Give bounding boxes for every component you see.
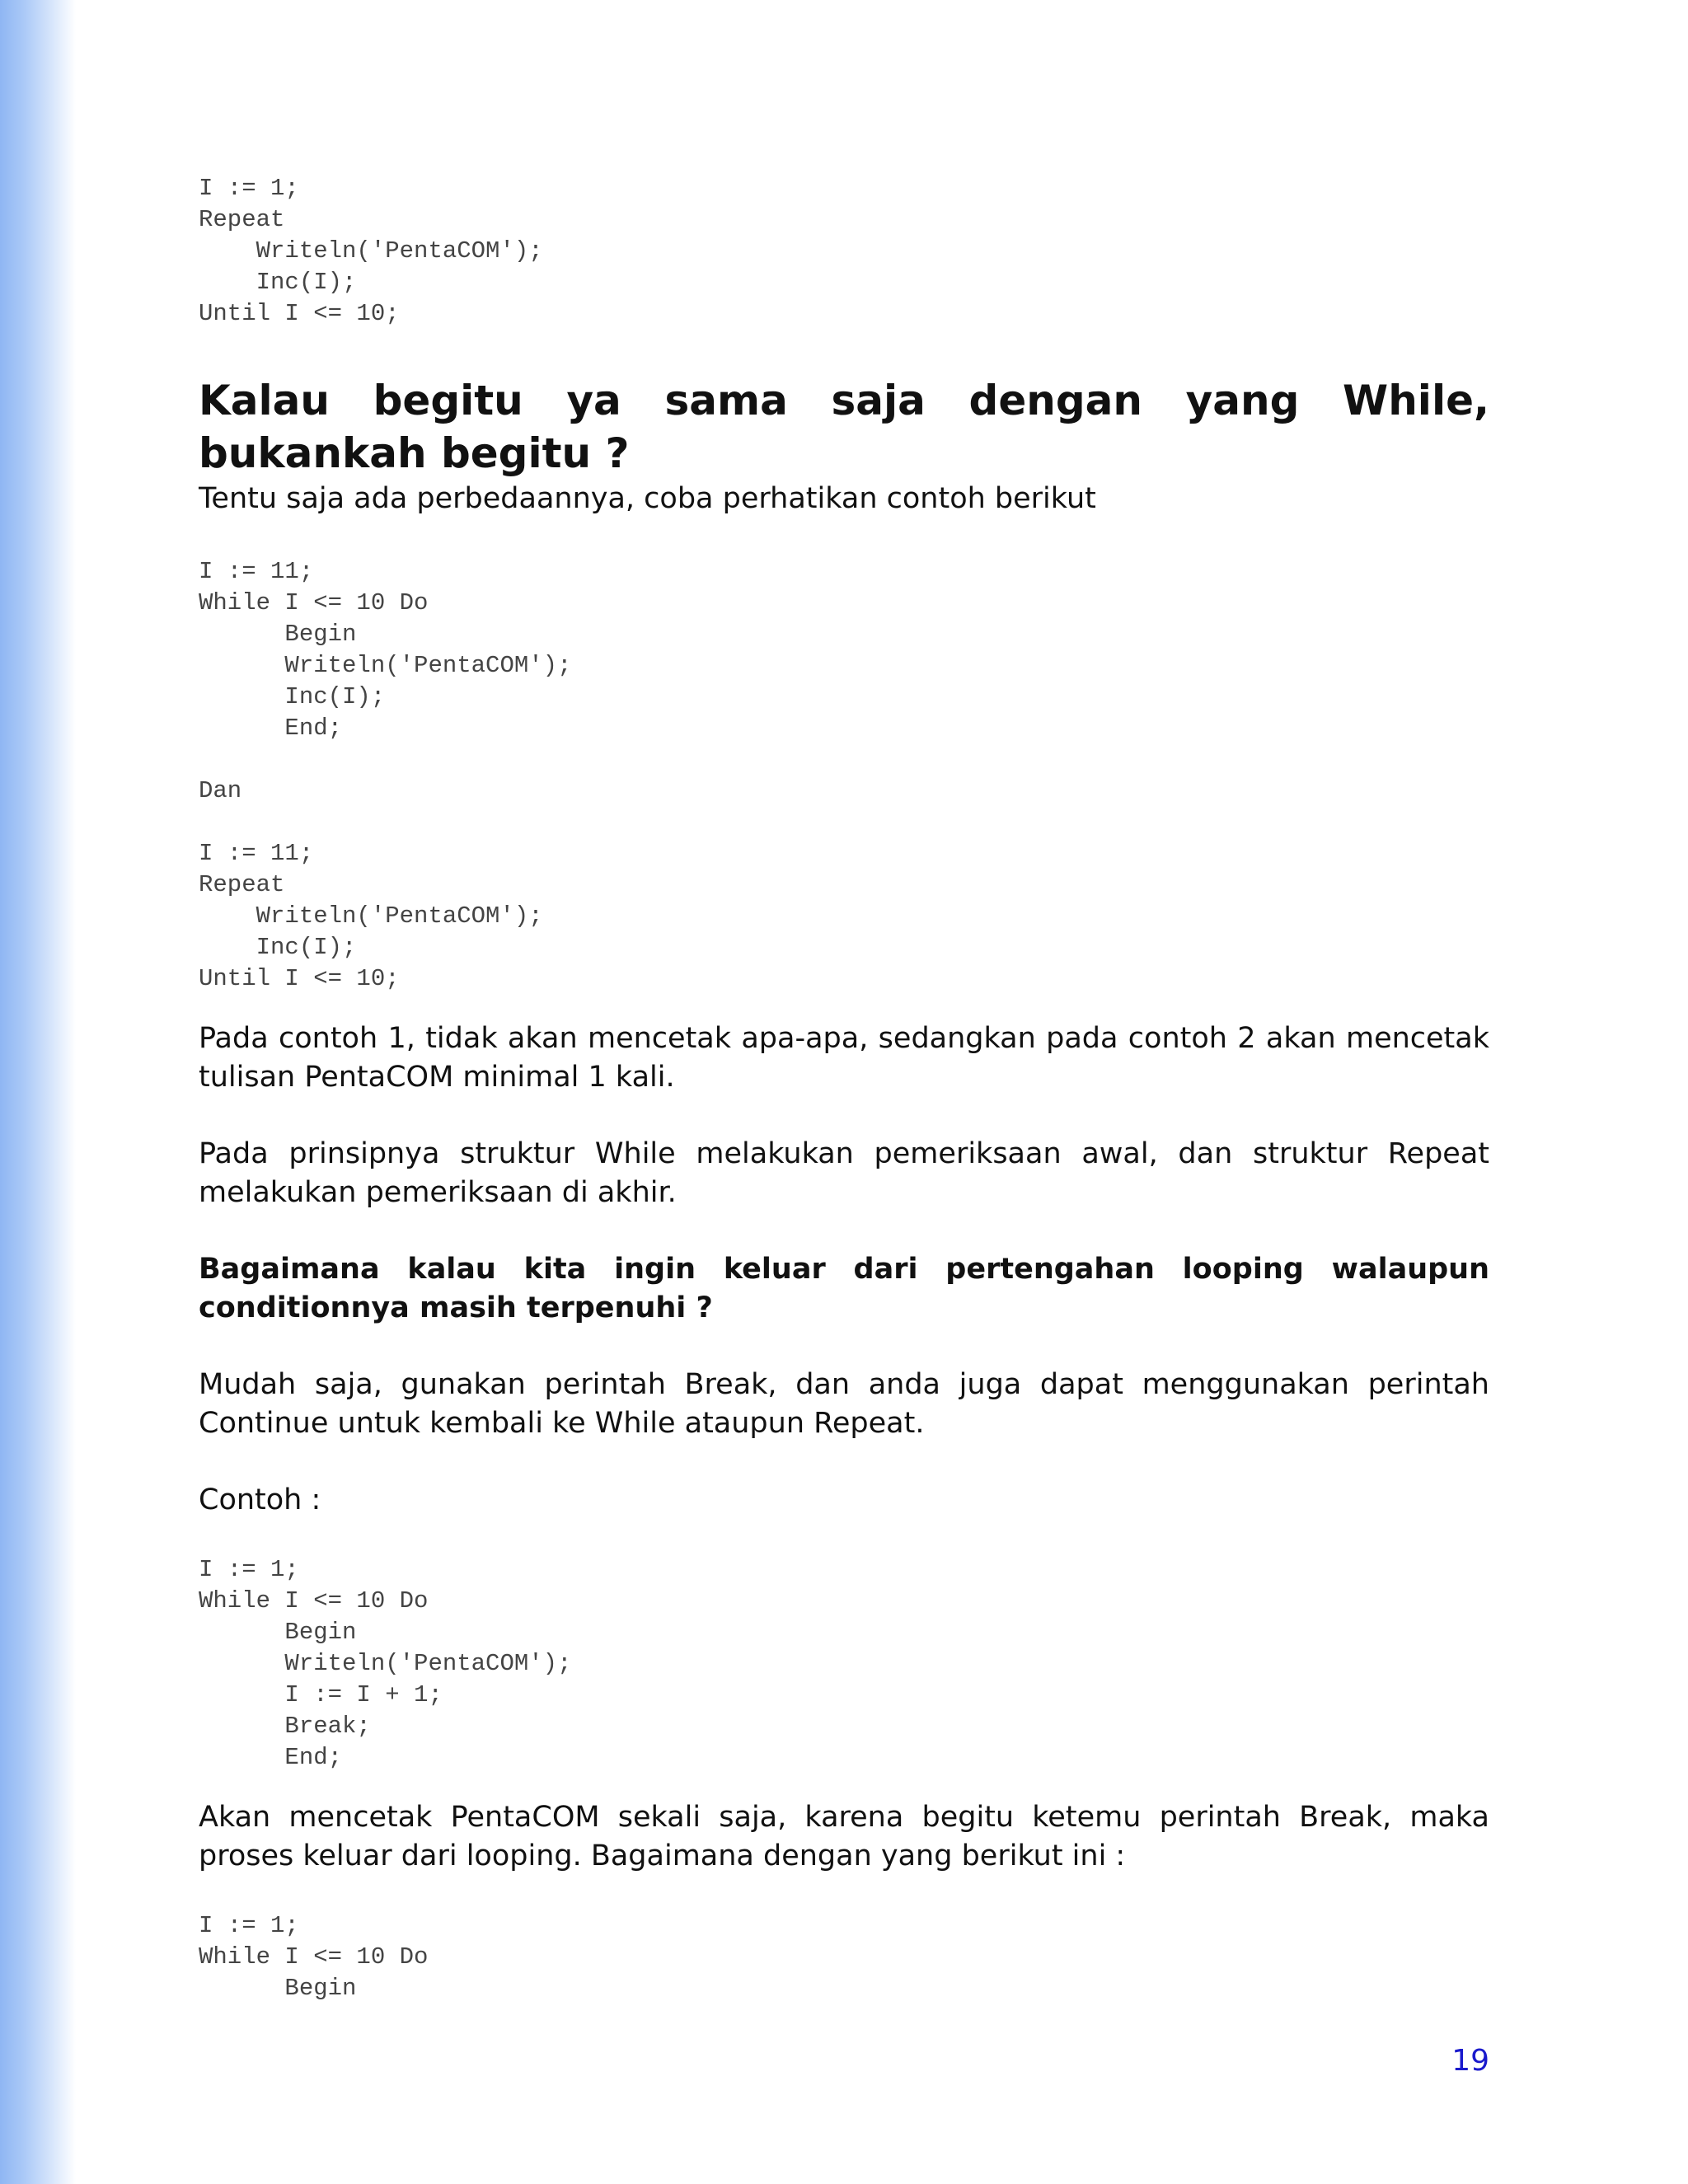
paragraph-explanation-1: Pada contoh 1, tidak akan mencetak apa-apa, sedangkan pada contoh 2 akan mencetak tulisan PentaCOM minimal 1 kali. bbox=[199, 1022, 1489, 1094]
paragraph-contoh: Contoh : bbox=[199, 1483, 321, 1516]
code-label-dan: Dan bbox=[199, 777, 242, 804]
paragraph-question: Bagaimana kalau kita ingin keluar dari pertengahan looping walaupun conditionnya masih terpenuhi ? bbox=[199, 1253, 1489, 1324]
paragraph-intro: Tentu saja ada perbedaannya, coba perhatikan contoh berikut bbox=[199, 482, 1096, 515]
paragraph-break-continue: Mudah saja, gunakan perintah Break, dan anda juga dapat menggunakan perintah Continue untuk kembali ke While ataupun Repeat. bbox=[199, 1368, 1489, 1440]
code-block-while-break: I := 1; While I <= 10 Do Begin Writeln('PentaCOM'); I := I + 1; Break; End; bbox=[199, 1556, 572, 1771]
page-number: 19 bbox=[1451, 2044, 1489, 2078]
page-content bbox=[199, 173, 1489, 2004]
code-block-repeat-1: I := 1; Repeat Writeln('PentaCOM'); Inc(I); Until I <= 10; bbox=[199, 175, 543, 327]
page-side-gradient bbox=[0, 0, 76, 2184]
paragraph-break-result: Akan mencetak PentaCOM sekali saja, karena begitu ketemu perintah Break, maka proses keluar dari looping. Bagaimana dengan yang berikut ini : bbox=[199, 1801, 1489, 1872]
code-block-while-continued: I := 1; While I <= 10 Do Begin bbox=[199, 1912, 429, 2002]
code-block-while-11: I := 11; While I <= 10 Do Begin Writeln('PentaCOM'); Inc(I); End; bbox=[199, 558, 572, 742]
code-block-repeat-11: I := 11; Repeat Writeln('PentaCOM'); Inc(I); Until I <= 10; bbox=[199, 840, 543, 992]
paragraph-explanation-2: Pada prinsipnya struktur While melakukan pemeriksaan awal, dan struktur Repeat melakukan pemeriksaan di akhir. bbox=[199, 1137, 1489, 1209]
section-heading: Kalau begitu ya sama saja dengan yang While, bukankah begitu ? bbox=[199, 377, 1489, 477]
